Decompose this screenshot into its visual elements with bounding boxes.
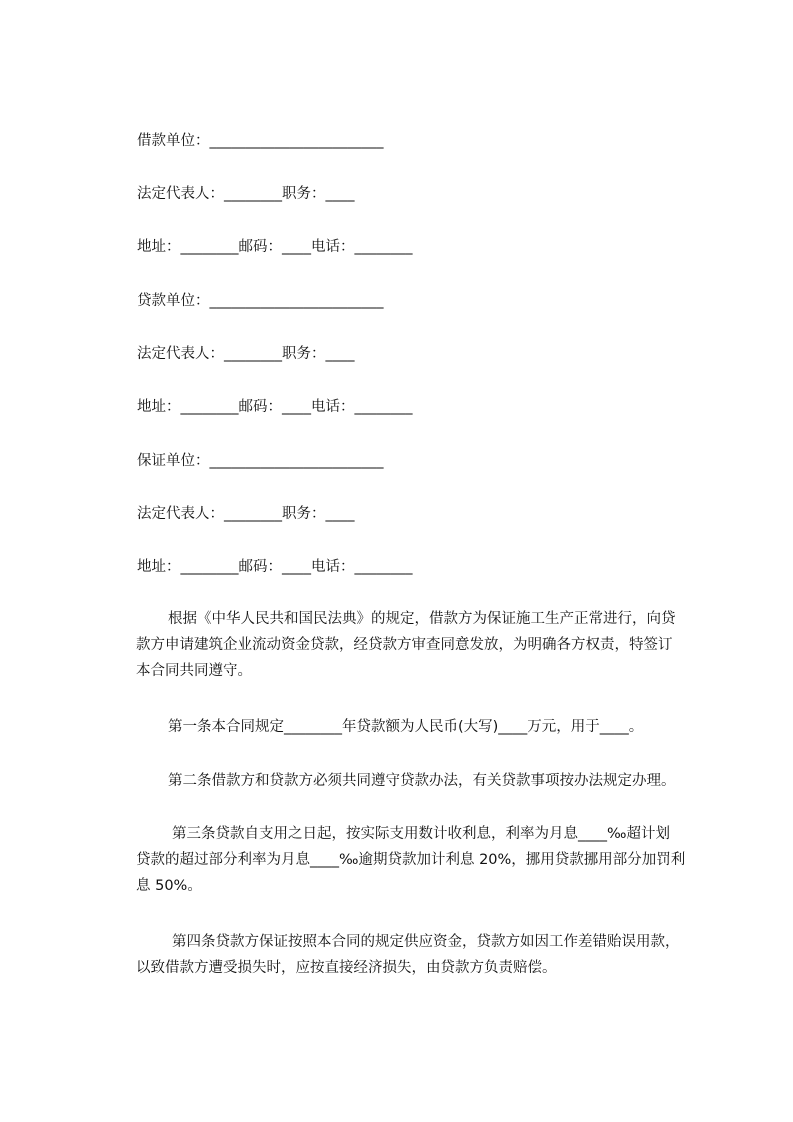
intro-line: 根据《中华人民共和国民法典》的规定，借款方为保证施工生产正常进行，向贷 [168, 611, 676, 627]
lender-legal-rep-field: 法定代表人：________职务：____ [137, 346, 355, 362]
article-3 [104, 821, 704, 899]
article-4 [104, 929, 704, 981]
lender-address-field: 地址：________邮码：____电话：________ [137, 399, 413, 415]
intro-line: 本合同共同遵守。 [136, 663, 252, 679]
guarantor-legal-rep-field: 法定代表人：________职务：____ [137, 506, 355, 522]
intro-line: 款方申请建筑企业流动资金贷款，经贷款方审查同意发放，为明确各方权责，特签订 [136, 637, 673, 653]
article-line: 第四条贷款方保证按照本合同的规定供应资金，贷款方如因工作差错贻误用款， [172, 934, 680, 950]
article-line: 以致借款方遭受损失时，应按直接经济损失，由贷款方负责赔偿。 [136, 960, 557, 976]
borrower-unit-field: 借款单位：________________________ [137, 133, 384, 149]
borrower-address-field: 地址：________邮码：____电话：________ [137, 239, 413, 255]
article-2 [104, 768, 704, 794]
guarantor-address-field: 地址：________邮码：____电话：________ [137, 559, 413, 575]
article-line: 贷款的超过部分利率为月息____‰逾期贷款加计利息 20%，挪用贷款挪用部分加罚利 [136, 852, 686, 868]
article-line: 第一条本合同规定________年贷款额为人民币(大写)____万元，用于____。 [168, 719, 644, 735]
lender-unit-field: 贷款单位：________________________ [137, 293, 384, 309]
article-line: 第三条贷款自支用之日起，按实际支用数计收利息，利率为月息____‰超计划 [172, 826, 670, 842]
borrower-legal-rep-field: 法定代表人：________职务：____ [137, 186, 355, 202]
article-line: 第二条借款方和贷款方必须共同遵守贷款办法，有关贷款事项按办法规定办理。 [168, 773, 676, 789]
article-line: 息 50%。 [136, 878, 202, 894]
guarantor-unit-field: 保证单位：________________________ [137, 453, 384, 469]
intro-paragraph [104, 606, 704, 684]
article-1 [104, 714, 704, 740]
